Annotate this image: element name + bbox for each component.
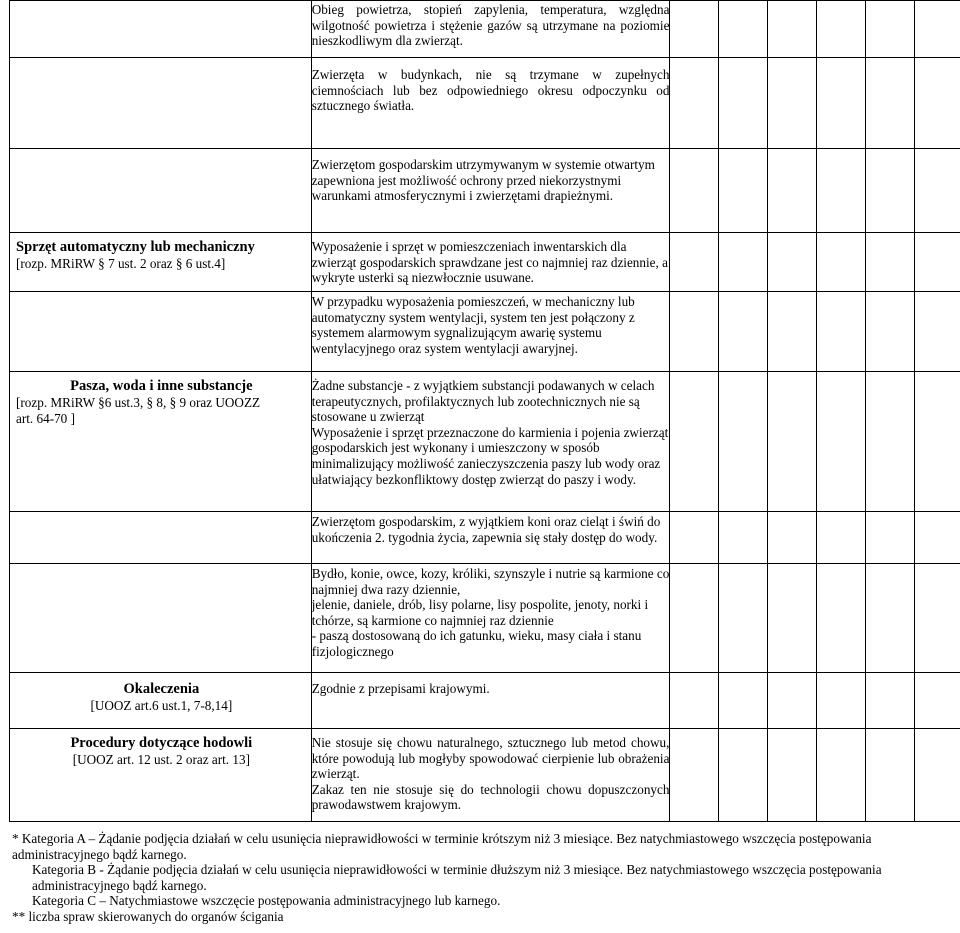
check-cell[interactable]: [670, 564, 719, 673]
requirement-text: Zwierzęta w budynkach, nie są trzymane w zupełnych ciemnościach lub bez odpowiedniego okresu odpoczynku od sztucznego światła.: [311, 67, 670, 114]
check-cell[interactable]: [670, 149, 719, 233]
table-row: [10, 149, 960, 233]
check-cell[interactable]: [817, 372, 866, 512]
requirement-text: Żadne substancje - z wyjątkiem substancji podawanych w celach terapeutycznych, profilaktycznych lub zootechnicznych nie są stosowane u zwierząt: [311, 378, 655, 425]
check-cell[interactable]: [817, 233, 866, 292]
footnote-category-c: Kategoria C – Natychmiastowe wszczęcie postępowania administracyjnego lub karnego.: [32, 893, 501, 909]
check-cell[interactable]: [817, 1, 866, 58]
requirement-text: - paszą dostosowaną do ich gatunku, wieku, masy ciała i stanu fizjologicznego: [311, 628, 642, 659]
check-cell[interactable]: [768, 673, 817, 729]
table-row: [10, 372, 960, 512]
table-row: [10, 729, 960, 822]
section-reference: [rozp. MRiRW §6 ust.3, § 8, § 9 oraz UOOZZ: [16, 395, 261, 410]
check-cell[interactable]: [670, 58, 719, 149]
check-cell[interactable]: [817, 512, 866, 564]
left-cell: [10, 512, 312, 564]
check-cell[interactable]: [866, 673, 915, 729]
check-cell[interactable]: [866, 292, 915, 372]
check-cell[interactable]: [915, 564, 960, 673]
check-cell[interactable]: [915, 233, 960, 292]
requirement-text: W przypadku wyposażenia pomieszczeń, w mechaniczny lub automatyczny system wentylacji, system ten jest połączony z systemem alarmowym sygnalizującym awarię systemu wentylacyjnego oraz system wentylacji awaryjnej.: [311, 294, 635, 356]
check-cell[interactable]: [768, 292, 817, 372]
check-cell[interactable]: [719, 149, 768, 233]
section-title: Okaleczenia: [123, 681, 200, 697]
check-cell[interactable]: [915, 673, 960, 729]
requirement-cell: [311, 292, 670, 372]
check-cell[interactable]: [719, 292, 768, 372]
check-cell[interactable]: [866, 1, 915, 58]
check-cell[interactable]: [768, 729, 817, 822]
table-row: [10, 58, 960, 149]
check-cell[interactable]: [768, 564, 817, 673]
table-row: [10, 233, 960, 292]
requirement-cell: [311, 233, 670, 292]
requirement-cell: [311, 729, 670, 822]
requirement-cell: [311, 564, 670, 673]
table-row: [10, 564, 960, 673]
requirement-text: Wyposażenie i sprzęt w pomieszczeniach inwentarskich dla zwierząt gospodarskich sprawdzane jest co najmniej raz dziennie, a wykryte usterki są niezwłocznie usuwane.: [311, 239, 668, 286]
section-reference: [UOOZ art.6 ust.1, 7-8,14]: [90, 698, 233, 713]
check-cell[interactable]: [817, 564, 866, 673]
check-cell[interactable]: [866, 512, 915, 564]
check-cell[interactable]: [817, 729, 866, 822]
section-reference: [UOOZ art. 12 ust. 2 oraz art. 13]: [72, 752, 250, 767]
section-title: Procedury dotyczące hodowli: [70, 735, 253, 751]
check-cell[interactable]: [670, 292, 719, 372]
check-cell[interactable]: [915, 1, 960, 58]
check-cell[interactable]: [719, 1, 768, 58]
section-cell: [10, 233, 312, 292]
check-cell[interactable]: [670, 1, 719, 58]
left-cell: [10, 564, 312, 673]
check-cell[interactable]: [915, 292, 960, 372]
check-cell[interactable]: [915, 729, 960, 822]
check-cell[interactable]: [768, 149, 817, 233]
check-cell[interactable]: [719, 673, 768, 729]
check-cell[interactable]: [670, 233, 719, 292]
check-cell[interactable]: [915, 58, 960, 149]
check-cell[interactable]: [866, 372, 915, 512]
requirement-text: Zwierzętom gospodarskim, z wyjątkiem koni oraz cieląt i świń do ukończenia 2. tygodnia życia, zapewnia się stały dostęp do wody.: [311, 514, 661, 545]
check-cell[interactable]: [768, 512, 817, 564]
check-cell[interactable]: [768, 233, 817, 292]
check-cell[interactable]: [866, 564, 915, 673]
footnote-prosecution: ** liczba spraw skierowanych do organów ścigania: [12, 908, 284, 924]
check-cell[interactable]: [719, 233, 768, 292]
section-reference: [rozp. MRiRW § 7 ust. 2 oraz § 6 ust.4]: [16, 256, 226, 271]
check-cell[interactable]: [670, 673, 719, 729]
check-cell[interactable]: [817, 673, 866, 729]
check-cell[interactable]: [719, 564, 768, 673]
check-cell[interactable]: [670, 512, 719, 564]
check-cell[interactable]: [866, 58, 915, 149]
check-cell[interactable]: [719, 58, 768, 149]
requirement-cell: [311, 149, 670, 233]
check-cell[interactable]: [866, 149, 915, 233]
requirement-text: Zgodnie z przepisami krajowymi.: [311, 681, 490, 696]
requirement-cell: [311, 512, 670, 564]
footnote-category-b: Kategoria B - Żądanie podjęcia działań w celu usunięcia nieprawidłowości w terminie dłuższym niż 3 miesiące. Bez natychmiastowego wszczęcia postępowania administracyjnego bądź karnego.: [32, 862, 882, 893]
left-cell: [10, 58, 312, 149]
section-title: Pasza, woda i inne substancje: [70, 378, 253, 394]
footnote-category-a: * Kategoria A – Żądanie podjęcia działań w celu usunięcia nieprawidłowości w terminie krótszym niż 3 miesiące. Bez natychmiastowego wszczęcia postępowania administracyjnego bądź karnego.: [12, 831, 872, 862]
check-cell[interactable]: [817, 292, 866, 372]
requirement-text: jelenie, daniele, drób, lisy polarne, lisy pospolite, jenoty, norki i tchórze, są karmione co najmniej raz dziennie: [311, 597, 649, 628]
section-cell: [10, 673, 312, 729]
left-cell: [10, 292, 312, 372]
requirement-text: Obieg powietrza, stopień zapylenia, temperatura, względna wilgotność powietrza i stężenie gazów są utrzymane na poziomie nieszkodliwym dla zwierząt.: [311, 2, 670, 49]
section-cell: [10, 729, 312, 822]
left-cell: [10, 149, 312, 233]
table-row: [10, 292, 960, 372]
footnotes: [12, 831, 952, 925]
compliance-table: [9, 0, 960, 822]
check-cell[interactable]: [719, 729, 768, 822]
section-title: Sprzęt automatyczny lub mechaniczny: [16, 239, 255, 255]
table-row: [10, 512, 960, 564]
check-cell[interactable]: [670, 372, 719, 512]
check-cell[interactable]: [670, 729, 719, 822]
requirement-text: Wyposażenie i sprzęt przeznaczone do karmienia i pojenia zwierząt gospodarskich jest wykonany i umieszczony w sposób minimalizujący możliwość zanieczyszczenia paszy lub wody oraz ułatwiający bezkonfliktowy dostęp zwierząt do paszy i wody.: [311, 424, 669, 487]
table-row: [10, 673, 960, 729]
requirement-cell: [311, 673, 670, 729]
requirement-text: Nie stosuje się chowu naturalnego, sztucznego lub metod chowu, które powodują lub mogłyby spowodować cierpienie lub obrażenia zwierząt.: [311, 735, 670, 782]
check-cell[interactable]: [817, 58, 866, 149]
check-cell[interactable]: [817, 149, 866, 233]
check-cell[interactable]: [768, 372, 817, 512]
check-cell[interactable]: [719, 512, 768, 564]
table-row: [10, 1, 960, 58]
check-cell[interactable]: [915, 512, 960, 564]
requirement-text: Zakaz ten nie stosuje się do technologii chowu dopuszczonych prawodawstwem krajowym.: [311, 781, 670, 813]
section-cell: [10, 372, 312, 512]
section-reference: art. 64-70 ]: [16, 410, 75, 426]
requirement-cell: [311, 372, 670, 512]
requirement-cell: [311, 58, 670, 149]
check-cell[interactable]: [866, 729, 915, 822]
requirement-cell: [311, 1, 670, 58]
check-cell[interactable]: [768, 58, 817, 149]
requirement-text: Zwierzętom gospodarskim utrzymywanym w systemie otwartym zapewniona jest możliwość ochrony przed niekorzystnymi warunkami atmosferycznymi i zwierzętami drapieżnymi.: [311, 157, 655, 204]
check-cell[interactable]: [915, 149, 960, 233]
left-cell: [10, 1, 312, 58]
check-cell[interactable]: [719, 372, 768, 512]
check-cell[interactable]: [768, 1, 817, 58]
requirement-text: Bydło, konie, owce, kozy, króliki, szynszyle i nutrie są karmione co najmniej dwa razy dziennie,: [311, 566, 670, 597]
check-cell[interactable]: [915, 372, 960, 512]
check-cell[interactable]: [866, 233, 915, 292]
